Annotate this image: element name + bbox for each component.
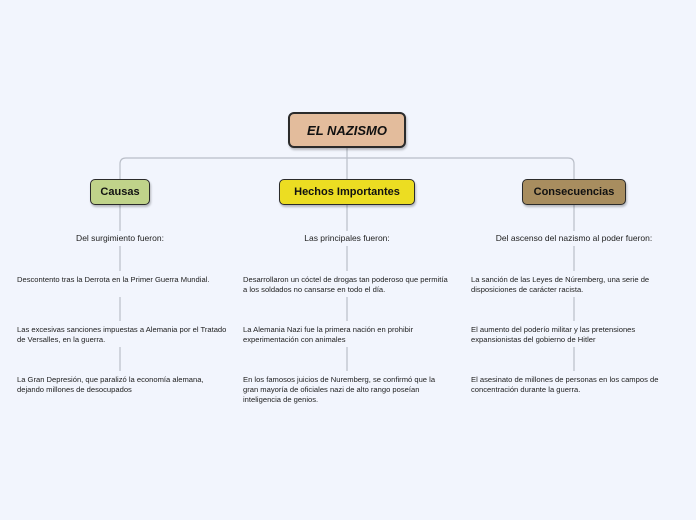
branch-hechos-importantes[interactable]: Hechos Importantes [279, 179, 415, 205]
consecuencias-item-3[interactable]: El asesinato de millones de personas en los campos de concentración durante la guerra. [471, 375, 659, 394]
hechos-item-1[interactable]: Desarrollaron un cóctel de drogas tan poderoso que permitía a los soldados no cansarse en todo el día. [243, 275, 448, 294]
hechos-subtitle[interactable]: Las principales fueron: [304, 233, 390, 243]
causas-subtitle[interactable]: Del surgimiento fueron: [76, 233, 164, 243]
branch-consecuencias[interactable]: Consecuencias [522, 179, 626, 205]
branch-causas[interactable]: Causas [90, 179, 150, 205]
consecuencias-item-1[interactable]: La sanción de las Leyes de Núremberg, una serie de disposiciones de carácter racista. [471, 275, 650, 294]
causas-item-3[interactable]: La Gran Depresión, que paralizó la economía alemana, dejando millones de desocupados [17, 375, 204, 394]
hechos-item-3[interactable]: En los famosos juicios de Nuremberg, se confirmó que la gran mayoría de oficiales nazi de alto rango poseían inteligencia de genios. [243, 375, 436, 404]
consecuencias-item-2[interactable]: El aumento del poderío militar y las pretensiones expansionistas del gobierno de Hitler [471, 325, 636, 344]
consecuencias-subtitle[interactable]: Del ascenso del nazismo al poder fueron: [495, 233, 653, 243]
root-topic-nazismo[interactable]: EL NAZISMO [288, 112, 406, 148]
hechos-item-2[interactable]: La Alemania Nazi fue la primera nación en prohibir experimentación con animales [243, 325, 414, 344]
causas-item-2[interactable]: Las excesivas sanciones impuestas a Alemania por el Tratado de Versalles, en la guerra. [17, 325, 227, 344]
causas-item-1[interactable]: Descontento tras la Derrota en la Primer Guerra Mundial. [17, 275, 210, 284]
